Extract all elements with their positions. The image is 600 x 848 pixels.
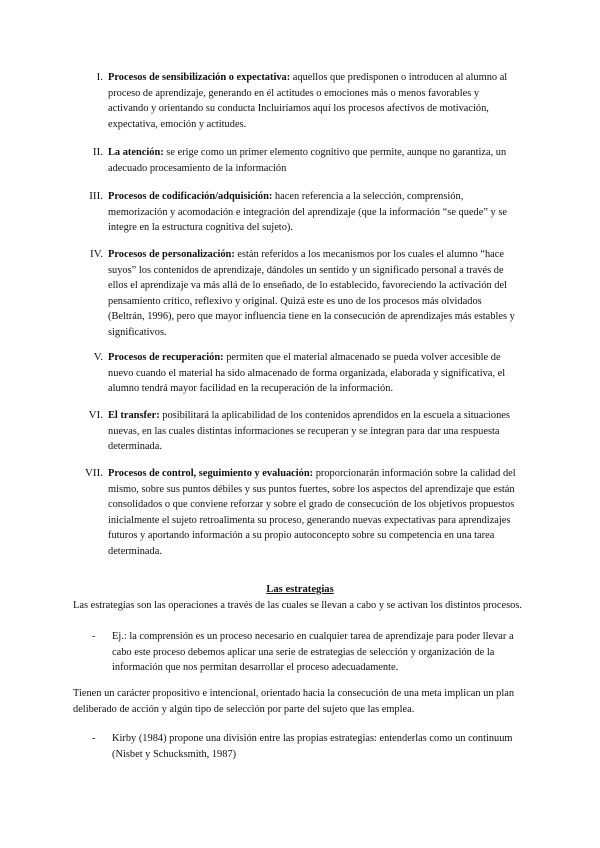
item-numeral: VII. (84, 467, 103, 479)
bullet-dash: - (92, 631, 96, 642)
item-title: Procesos de control, seguimiento y evaluación: (108, 468, 314, 479)
item-title: Procesos de sensibilización o expectativa: (108, 72, 291, 83)
item-body (108, 145, 520, 176)
item-body (108, 247, 520, 341)
item-description: hacen referencia a la selección, comprensión, memorización y acomodación e integración del aprendizaje (que la información “se quede” y se integre en la estructura cognitiva del sujeto). (108, 191, 507, 234)
item-title: El transfer: (108, 410, 160, 421)
item-description: proporcionarán información sobre la calidad del mismo, sobre sus puntos débiles y sus puntos fuertes, sobre los aspectos del aprendizaje que están consolidados o que conviene reforzar y sobre el grado de consecución de los objetivos propuestos inicialmente el sujeto retroalimenta su proceso, generando nuevas expectativas para aprendizajes futuros y aportando información a su propio autoconcepto sobre su competencia en una tarea determinada. (108, 468, 516, 557)
bullet-dash: - (92, 733, 96, 744)
item-title: Procesos de codificación/adquisición: (108, 191, 273, 202)
item-description: aquellos que predisponen o introducen al alumno al proceso de aprendizaje, generando en él actitudes o emociones más o menos favorables y activando y orientando su conducta Incluiríamos aquí los procesos afectivos de motivación, expectativa, emoción y actitudes. (108, 72, 508, 130)
item-body (108, 466, 520, 560)
item-description: posibilitará la aplicabilidad de los contenidos aprendidos en la escuela a situaciones nuevas, en las cuales distintas informaciones se recuperan y se integran para dar una respuesta determinada. (108, 410, 510, 453)
item-body (108, 70, 520, 132)
item-description: están referidos a los mecanismos por los cuales el alumno “hace suyos” los contenidos de aprendizaje, dándoles un sentido y un significado personal a través de ellos el aprendizaje va más allá de lo enseñado, de lo establecido, favoreciendo la activación del pensamiento crítico, reflexivo y original. Quizá este es uno de los procesos más olvidados (Beltrán, 1996), pero que mayor influencia tiene en la consecución de aprendizajes más estables y significativos. (108, 249, 515, 338)
item-description: se erige como un primer elemento cognitivo que permite, aunque no garantiza, un adecuado procesamiento de la información (108, 147, 507, 174)
intro-paragraph: Las estrategias son las operaciones a través de las cuales se llevan a cabo y se activan los distintos procesos. (73, 600, 522, 611)
item-numeral: I. (96, 71, 103, 83)
section-title: Las estrategias (266, 584, 334, 595)
item-title: La atención: (108, 147, 164, 158)
item-numeral: IV. (90, 248, 103, 260)
bullet-text: Ej.: la comprensión es un proceso necesario en cualquier tarea de aprendizaje para poder llevar a cabo este proceso debemos aplicar una serie de estrategias de selección y organización de la información que nos permitan desarrollar el proceso adecuadamente. (112, 631, 514, 674)
item-body (108, 350, 520, 397)
item-title: Procesos de personalización: (108, 249, 235, 260)
item-description: permiten que el material almacenado se pueda volver accesible de nuevo cuando el material ha sido almacenado de forma organizada, elaborada y significativa, el alumno tendrá mayor facilidad en la recuperación de la información. (108, 352, 506, 395)
item-numeral: VI. (88, 409, 103, 421)
item-numeral: II. (92, 146, 103, 158)
characteristics-paragraph: Tienen un carácter propositivo e intencional, orientado hacia la consecución de una meta implican un plan deliberado de acción y algún tipo de selección por parte del sujeto que las emplea. (73, 688, 515, 715)
item-body (108, 189, 520, 236)
item-body (108, 408, 520, 455)
item-numeral: V. (93, 351, 103, 363)
bullet-text: Kirby (1984) propone una división entre las propias estrategias: entenderlas como un continuum (Nisbet y Schucksmith, 1987) (112, 733, 513, 760)
item-numeral: III. (89, 190, 103, 202)
item-title: Procesos de recuperación: (108, 352, 224, 363)
